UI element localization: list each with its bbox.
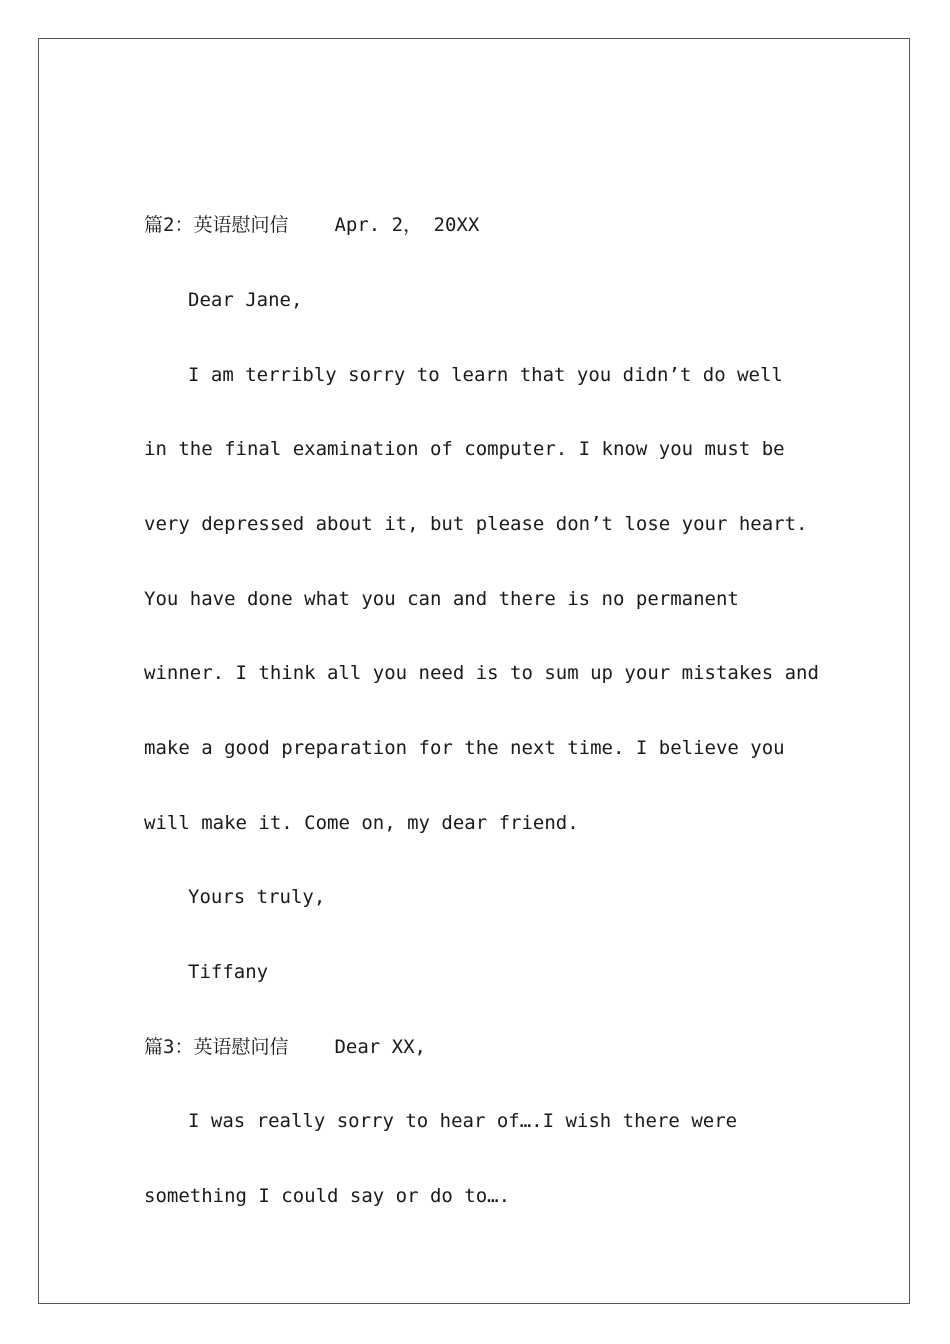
section2-body-line: in the final examination of computer. I know you must be: [144, 438, 785, 460]
section2-closing: Yours truly,: [188, 886, 326, 908]
section2-body-line: very depressed about it, but please don’t lose your heart.: [144, 513, 808, 535]
section2-body-line: I am terribly sorry to learn that you didn’t do well: [188, 364, 783, 386]
section2-signature: Tiffany: [188, 961, 269, 983]
letter-date: Apr. 2， 20XX: [334, 214, 480, 236]
section3-body-line: something I could say or do to….: [144, 1185, 511, 1207]
section3-header-line: [144, 1035, 426, 1059]
section3-salutation: Dear XX,: [334, 1036, 426, 1058]
section2-header-line: [144, 213, 479, 237]
section2-body-line: winner. I think all you need is to sum up your mistakes and: [144, 662, 819, 684]
section2-body-line: will make it. Come on, my dear friend.: [144, 812, 579, 834]
section3-heading: 篇3：英语慰问信: [144, 1036, 289, 1058]
section3-body-line: I was really sorry to hear of….I wish there were: [188, 1110, 738, 1132]
section2-body-line: make a good preparation for the next time. I believe you: [144, 737, 785, 759]
section2-salutation: Dear Jane,: [188, 289, 303, 311]
section2-heading: 篇2：英语慰问信: [144, 214, 289, 236]
section2-body-line: You have done what you can and there is no permanent: [144, 588, 739, 610]
